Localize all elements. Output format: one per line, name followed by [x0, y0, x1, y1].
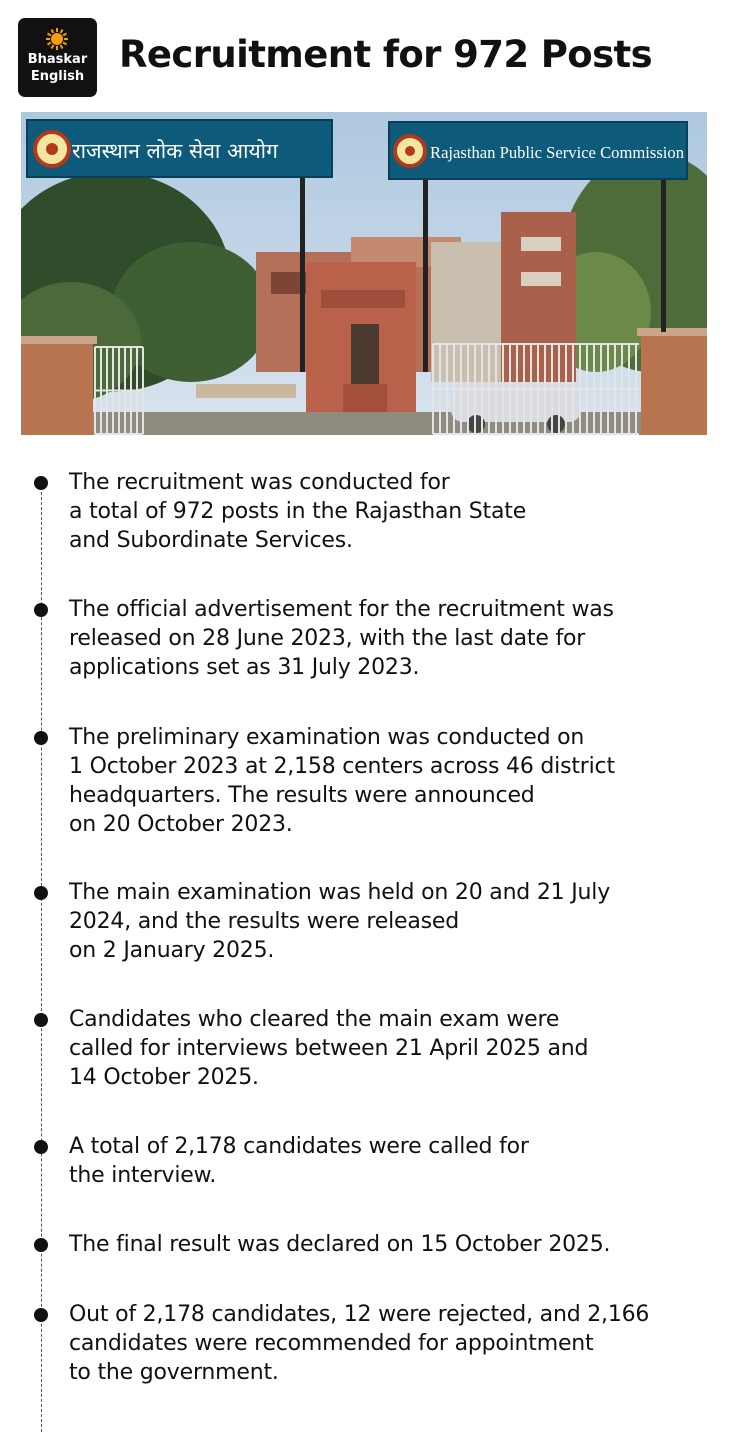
timeline-bullet-icon	[34, 886, 48, 900]
timeline-bullet-icon	[34, 731, 48, 745]
timeline-text: The main examination was held on 20 and 21 July 2024, and the results were released on 2 January 2025.	[69, 880, 611, 963]
timeline-text: The final result was declared on 15 October 2025.	[69, 1232, 611, 1257]
timeline-bullet-icon	[34, 603, 48, 617]
logo-line-1: Bhaskar	[27, 52, 88, 67]
timeline-text: The official advertisement for the recruitment was released on 28 June 2023, with the last date for applications set as 31 July 2023.	[69, 597, 614, 680]
sign-board-english	[389, 122, 687, 179]
timeline-text: Candidates who cleared the main exam were called for interviews between 21 April 2025 and 14 October 2025.	[69, 1007, 589, 1090]
timeline-bullet-icon	[34, 1013, 48, 1027]
timeline-line	[41, 482, 42, 1432]
timeline-text: A total of 2,178 candidates were called for the interview.	[69, 1134, 529, 1188]
timeline-text: The recruitment was conducted for a total of 972 posts in the Rajasthan State and Subordinate Services.	[69, 470, 527, 553]
timeline-bullet-icon	[34, 1140, 48, 1154]
page-title: Recruitment for 972 Posts	[119, 33, 653, 76]
sign-english-text: Rajasthan Public Service Commission	[430, 143, 685, 162]
sign-board-hindi	[27, 120, 332, 177]
logo-line-2: English	[30, 69, 85, 84]
header	[18, 18, 718, 98]
sun-icon	[45, 27, 69, 51]
timeline-text: Out of 2,178 candidates, 12 were rejected, and 2,166 candidates were recommended for appointment to the government.	[69, 1302, 650, 1385]
timeline-text: The preliminary examination was conducted on 1 October 2023 at 2,158 centers across 46 district headquarters. The results were announced on 20 October 2023.	[69, 725, 615, 837]
timeline-bullet-icon	[34, 476, 48, 490]
rpsc-building-photo	[21, 112, 707, 435]
sign-hindi-text: राजस्थान लोक सेवा आयोग	[72, 139, 278, 163]
timeline-bullet-icon	[34, 1238, 48, 1252]
brand-logo[interactable]	[18, 18, 97, 97]
timeline-bullet-icon	[34, 1308, 48, 1322]
timeline	[0, 440, 730, 1400]
